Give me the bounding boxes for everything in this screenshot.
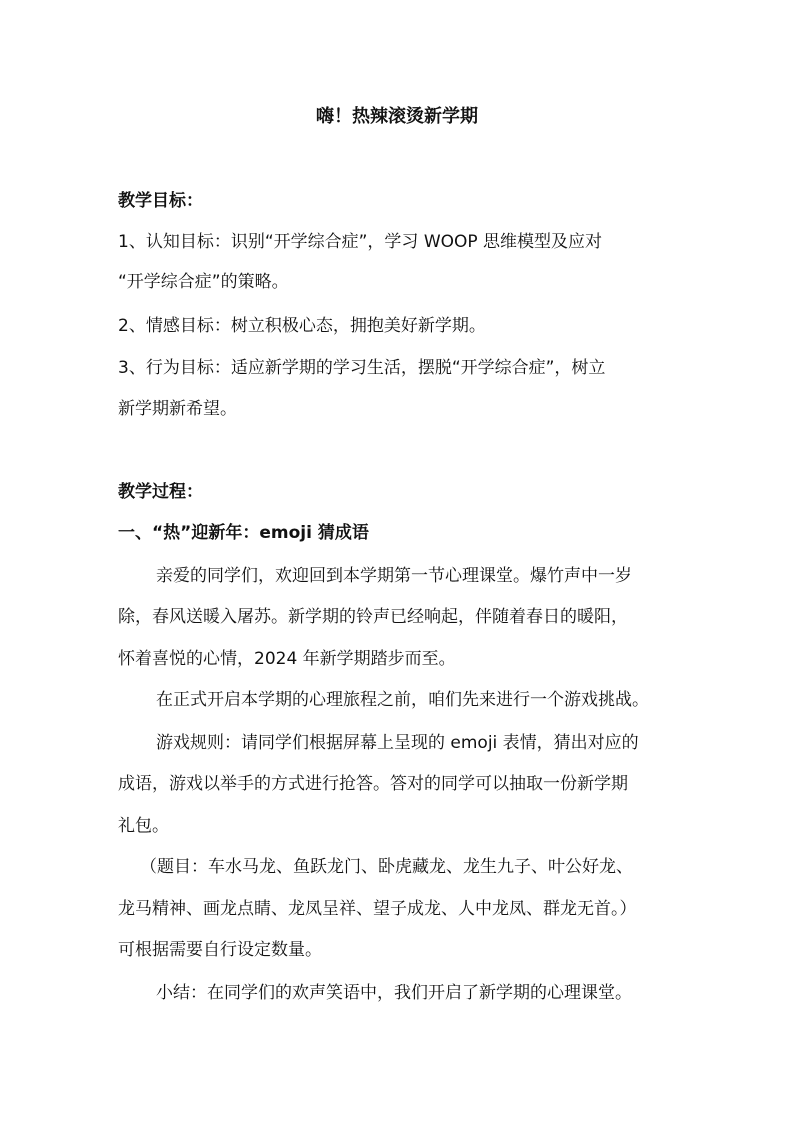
paragraph4-line2: 龙马精神、画龙点睛、龙凤呈祥、望子成龙、人中龙凤、群龙无首。） <box>118 899 637 919</box>
section1-heading: 一、“热”迎新年：emoji 猜成语 <box>118 523 369 543</box>
paragraph2-line1: 在正式开启本学期的心理旅程之前，咱们先来进行一个游戏挑战。 <box>156 690 649 710</box>
objective-behavioral-line1: 3、行为目标：适应新学期的学习生活，摆脱“开学综合症”，树立 <box>118 358 606 378</box>
paragraph1-line2: 除，春风送暖入屠苏。新学期的铃声已经响起，伴随着春日的暖阳， <box>118 607 628 627</box>
objective-behavioral-line2: 新学期新希望。 <box>118 399 237 419</box>
paragraph5-line1: 小结：在同学们的欢声笑语中，我们开启了新学期的心理课堂。 <box>156 983 632 1003</box>
paragraph3-line1: 游戏规则：请同学们根据屏幕上呈现的 emoji 表情，猜出对应的 <box>156 733 639 753</box>
paragraph3-line2: 成语，游戏以举手的方式进行抢答。答对的同学可以抽取一份新学期 <box>118 774 628 794</box>
paragraph3-line3: 礼包。 <box>118 816 169 836</box>
objectives-heading: 教学目标： <box>118 191 203 211</box>
paragraph4-line1: （题目：车水马龙、鱼跃龙门、卧虎藏龙、龙生九子、叶公好龙、 <box>140 857 633 877</box>
objective-cognitive-line2: “开学综合症”的策略。 <box>118 272 289 292</box>
paragraph1-line3: 怀着喜悦的心情，2024 年新学期踏步而至。 <box>118 649 456 669</box>
paragraph1-line1: 亲爱的同学们，欢迎回到本学期第一节心理课堂。爆竹声中一岁 <box>156 566 632 586</box>
objective-emotional: 2、情感目标：树立积极心态，拥抱美好新学期。 <box>118 316 486 336</box>
process-heading: 教学过程： <box>118 482 203 502</box>
objective-cognitive-line1: 1、认知目标：识别“开学综合症”，学习 WOOP 思维模型及应对 <box>118 232 603 252</box>
document-title: 嗨！热辣滚烫新学期 <box>316 106 478 127</box>
paragraph4-line3: 可根据需要自行设定数量。 <box>118 940 322 960</box>
